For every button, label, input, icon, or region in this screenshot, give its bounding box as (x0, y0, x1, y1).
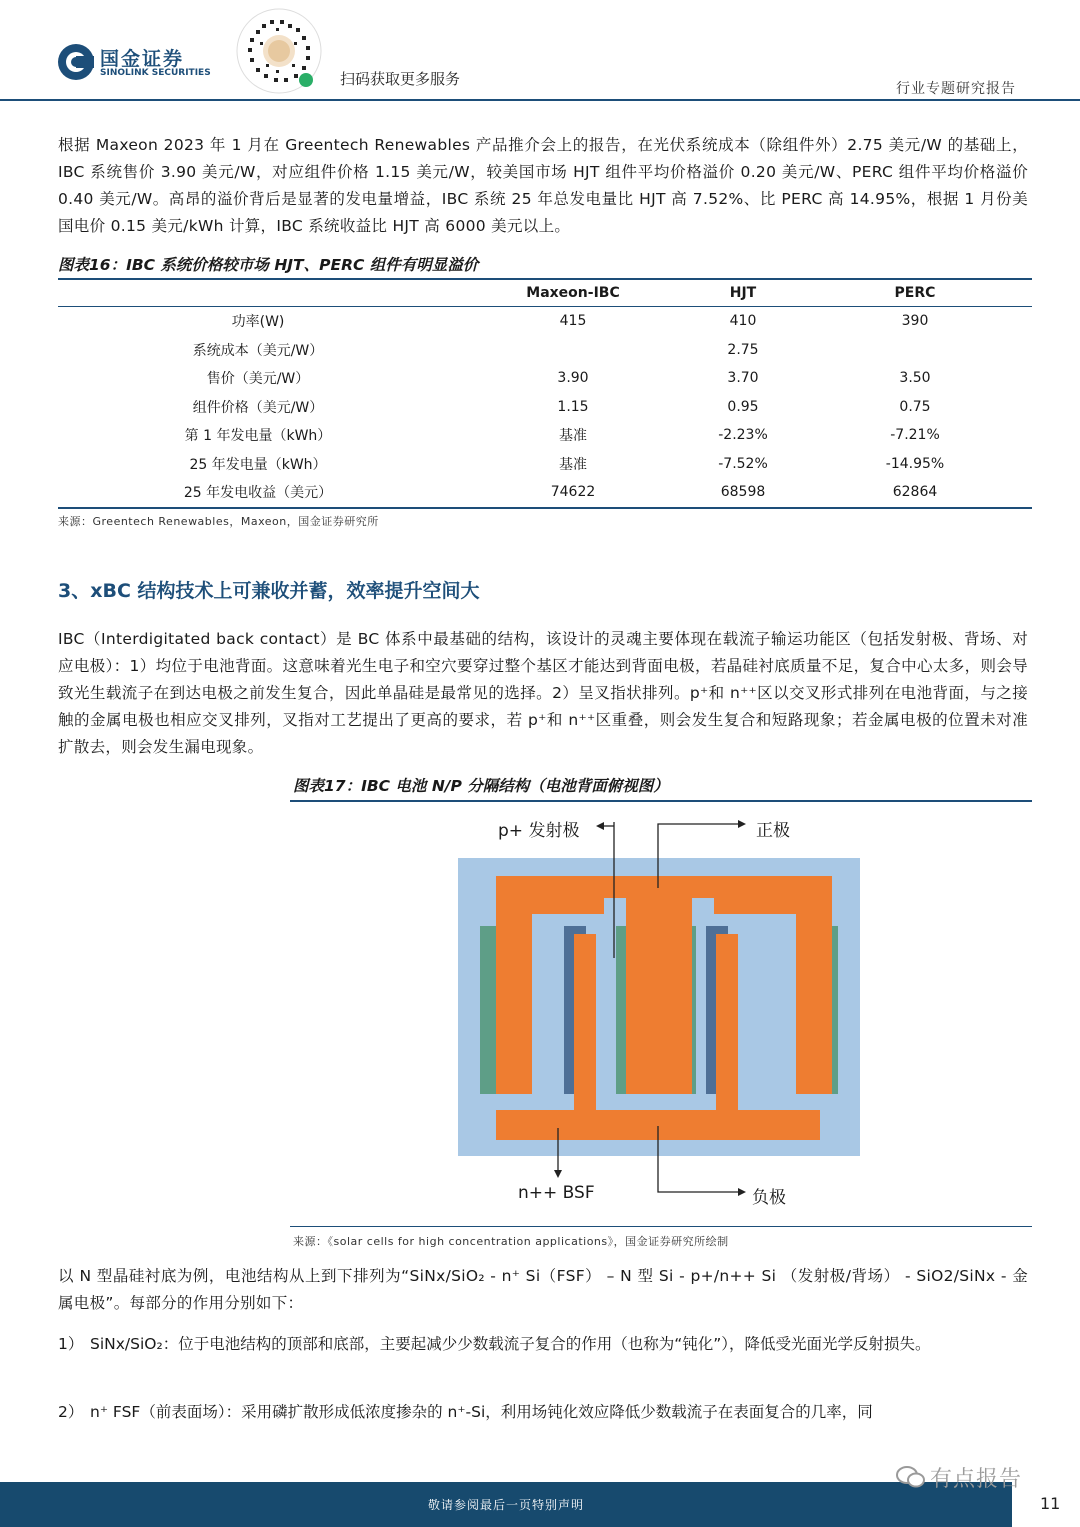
figure17-bottom-rule (290, 1226, 1032, 1227)
table-row (58, 450, 1032, 479)
table-cell (458, 336, 688, 365)
figure16-source: 来源：Greentech Renewables，Maxeon，国金证券研究所 (58, 515, 379, 528)
logo-chinese-name: 国金证券 (100, 48, 185, 70)
table-cell: 第 1 年发电量（kWh） (184, 428, 332, 445)
page-number: 11 (1040, 1494, 1061, 1513)
table-header-cell (58, 280, 458, 307)
ibc-paragraph: IBC（Interdigitated back contact）是 BC 体系中最基础的结构，该设计的灵魂主要体现在载流子输运功能区（包括发射极、背场、对应电极）：1）均位于电池背面。这意味着光生电子和空穴要穿过整个基区才能达到背面电极，若晶硅衬底质量不足，复合中心太多，则会导致光生载流子在到达电极之前发生复合，因此单晶硅是最常见的选择。2）呈叉指状排列。p⁺和 n⁺⁺区以交叉形式排列在电池背面，与之接触的金属电极也相应交叉排列，叉指对工艺提出了更高的要求，若 p⁺和 n⁺⁺区重叠，则会发生复合和短路现象；若金属电极的位置未对准扩散去，则会发生漏电现象。 (58, 630, 1029, 756)
table-cell: 功率(W) (231, 314, 285, 331)
figure17-source: 来源：《solar cells for high concentration applications》，国金证券研究所绘制 (293, 1235, 729, 1248)
table-cell: 0.95 (727, 398, 759, 415)
table-cell: -14.95% (885, 455, 945, 472)
list-item (58, 1330, 1028, 1358)
arrow-right-icon (738, 1188, 746, 1196)
table-cell (798, 336, 1032, 365)
watermark-text: 有点报告 (930, 1467, 1023, 1492)
figure16-table (58, 280, 1032, 509)
structure-paragraph: 以 N 型晶硅衬底为例，电池结构从上到下排列为“SiNx/SiO₂ - n⁺ Si（FSF） – N 型 Si - p+/n++ Si （发射极/背场） - SiO2/SiNx - 金属电极”。每部分的作用分别如下： (58, 1267, 1028, 1312)
label-positive: 正极 (756, 821, 790, 841)
list-number: 2） (58, 1403, 84, 1421)
table-cell: 68598 (720, 484, 766, 501)
table-cell: 410 (729, 313, 757, 330)
table-header-cell: PERC (894, 285, 936, 301)
table-row (58, 364, 1032, 393)
table-row (58, 478, 1032, 508)
ibc-structure-diagram (440, 808, 880, 1218)
table-cell: -7.52% (718, 455, 768, 472)
table-cell: 2.75 (727, 341, 759, 358)
table-cell: 62864 (892, 484, 938, 501)
figure17-top-rule (290, 800, 1032, 802)
table-cell: 25 年发电量（kWh） (189, 456, 327, 473)
table-cell: 基准 (559, 456, 587, 473)
footer-disclaimer: 敬请参阅最后一页特别声明 (427, 1498, 584, 1512)
label-negative: 负极 (752, 1188, 786, 1208)
section-heading: 3、xBC 结构技术上可兼收并蓄，效率提升空间大 (58, 580, 480, 602)
table-cell: 组件价格（美元/W） (192, 399, 324, 416)
table-header-cell: HJT (729, 285, 757, 301)
intro-paragraph: 根据 Maxeon 2023 年 1 月在 Greentech Renewables 产品推介会上的报告，在光伏系统成本（除组件外）2.75 美元/W 的基础上，IBC 系统售价 3.90 美元/W，对应组件价格 1.15 美元/W，较美国市场 HJT 组件平均价格溢价 0.20 美元/W、PERC 组件平均价格溢价 0.40 美元/W。高昂的溢价背后是显著的发电量增益，IBC 系统 25 年总发电量比 HJT 高 7.52%、比 PERC 高 14.95%，根据 1 月份美国电价 0.15 美元/kWh 计算，IBC 系统收益比 HJT 高 6000 美元以上。 (58, 136, 1028, 235)
label-n-bsf: n++ BSF (518, 1183, 595, 1203)
table-cell: 3.50 (899, 370, 931, 387)
negative-electrode-finger (716, 934, 738, 1114)
table-cell: 0.75 (899, 398, 931, 415)
table-cell: 390 (901, 313, 929, 330)
table-header-cell: Maxeon-IBC (526, 285, 620, 301)
arrow-right-icon (738, 820, 746, 828)
table-row (58, 336, 1032, 365)
table-row (58, 393, 1032, 422)
table-cell: 74622 (550, 484, 596, 501)
list-number: 1） (58, 1335, 84, 1353)
list-text: n⁺ FSF（前表面场）：采用磷扩散形成低浓度掺杂的 n⁺-Si，利用场钝化效应降低少数载流子在表面复合的几率，同 (90, 1403, 873, 1421)
qr-code-icon[interactable] (236, 8, 322, 94)
table-cell: 系统成本（美元/W） (192, 342, 324, 359)
scan-for-services-text: 扫码获取更多服务 (340, 70, 461, 88)
table-cell: 3.70 (727, 370, 759, 387)
figure16-title: 图表16：IBC 系统价格较市场 HJT、PERC 组件有明显溢价 (58, 256, 479, 274)
table-header-row (58, 280, 1032, 307)
table-cell: -7.21% (890, 427, 940, 444)
arrow-down-icon (554, 1170, 562, 1178)
table-cell: 1.15 (557, 398, 589, 415)
table-row (58, 421, 1032, 450)
table-cell: 25 年发电收益（美元） (183, 485, 333, 502)
arrow-left-icon (596, 822, 604, 830)
logo-english-name: SINOLINK SECURITIES (100, 68, 211, 78)
negative-electrode-finger (574, 934, 596, 1114)
list-text: SiNx/SiO₂：位于电池结构的顶部和底部，主要起减少少数载流子复合的作用（也称为“钝化”），降低受光面光学反射损失。 (90, 1335, 931, 1353)
table-cell: 3.90 (557, 370, 589, 387)
company-logo-icon (56, 42, 96, 82)
label-p-emitter: p+ 发射极 (498, 821, 580, 841)
list-item (58, 1398, 1028, 1426)
table-cell: 基准 (559, 428, 587, 445)
figure17-title: 图表17：IBC 电池 N/P 分隔结构（电池背面俯视图） (293, 777, 669, 795)
table-cell: -2.23% (718, 427, 768, 444)
report-type-label: 行业专题研究报告 (896, 81, 1016, 97)
table-cell: 415 (559, 313, 587, 330)
table-row (58, 307, 1032, 336)
header-divider (0, 99, 1080, 101)
wechat-icon (896, 1464, 926, 1490)
table-cell: 售价（美元/W） (206, 371, 310, 388)
